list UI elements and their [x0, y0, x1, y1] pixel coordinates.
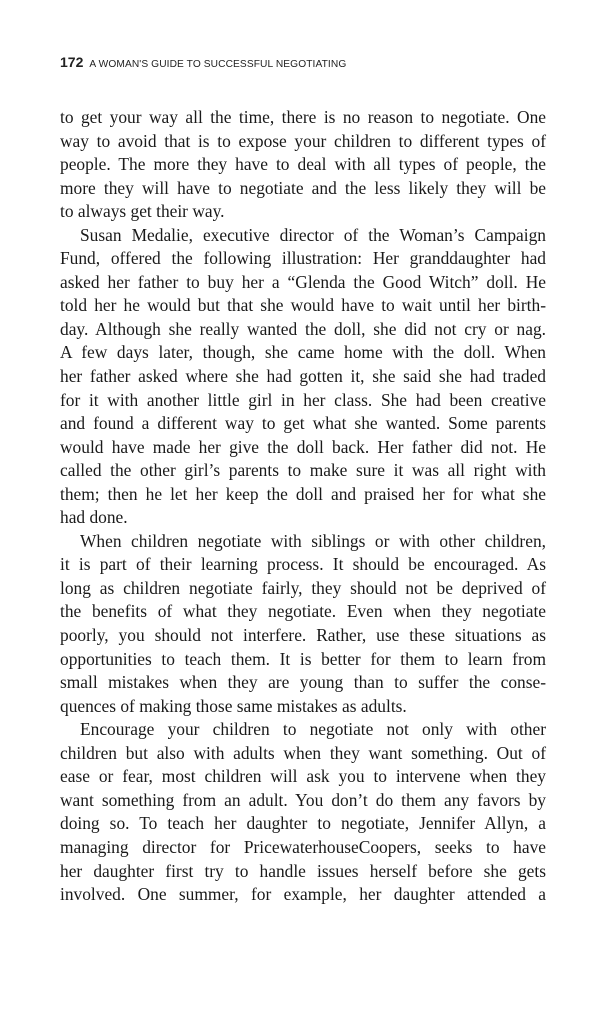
- text-line: Encourage your children to negotiate not only with other: [80, 719, 546, 740]
- text-line: ease or fear, most children will ask you to intervene when they: [60, 766, 546, 787]
- text-line: managing director for PricewaterhouseCoopers, seeks to have: [60, 836, 546, 857]
- text-line: the benefits of what they negotiate. Even when they negotiate: [60, 601, 546, 622]
- text-line: it is part of their learning process. It should be encouraged. As: [60, 554, 546, 575]
- text-line: people. The more they have to deal with all types of people, the: [60, 154, 546, 175]
- text-line: want something from an adult. You don’t do them any favors by: [60, 789, 546, 810]
- text-line: Fund, offered the following illustration: Her granddaughter had: [60, 248, 546, 269]
- text-line: poorly, you should not interfere. Rather, use these situations as: [60, 625, 546, 646]
- running-head: [60, 54, 346, 73]
- paragraph: [60, 106, 546, 224]
- text-line: asked her father to buy her a “Glenda the Good Witch” doll. He: [60, 271, 546, 292]
- text-line: more they will have to negotiate and the less likely they will be: [60, 177, 546, 198]
- text-line: called the other girl’s parents to make sure it was all right with: [60, 460, 546, 481]
- text-line: small mistakes when they are young than to suffer the conse-: [60, 672, 546, 693]
- text-line: children but also with adults when they want something. Out of: [60, 742, 546, 763]
- book-title: A WOMAN'S GUIDE TO SUCCESSFUL NEGOTIATING: [89, 59, 347, 70]
- text-line: to get your way all the time, there is no reason to negotiate. One: [60, 107, 546, 127]
- text-line: opportunities to teach them. It is better for them to learn from: [60, 648, 546, 669]
- text-line: doing so. To teach her daughter to negotiate, Jennifer Allyn, a: [60, 813, 546, 834]
- text-line: involved. One summer, for example, her daughter attended a: [60, 884, 546, 905]
- text-line: way to avoid that is to expose your children to different types of: [60, 130, 546, 151]
- text-line: Susan Medalie, executive director of the Woman’s Campaign: [80, 224, 546, 245]
- text-line: had done.: [60, 507, 128, 528]
- text-line: When children negotiate with siblings or with other children,: [80, 530, 546, 551]
- text-line: for it with another little girl in her class. She had been creative: [60, 389, 546, 410]
- text-line: her daughter first try to handle issues herself before she gets: [60, 860, 546, 881]
- text-line: quences of making those same mistakes as adults.: [60, 695, 407, 716]
- text-line: day. Although she really wanted the doll, she did not cry or nag.: [60, 318, 546, 339]
- text-line: them; then he let her keep the doll and praised her for what she: [60, 483, 546, 504]
- text-line: and found a different way to get what she wanted. Some parents: [60, 413, 546, 434]
- page-number: 172: [60, 54, 84, 70]
- body-text: [60, 106, 546, 907]
- text-line: long as children negotiate fairly, they should not be deprived of: [60, 577, 546, 598]
- paragraph: [60, 718, 546, 906]
- text-line: to always get their way.: [60, 201, 225, 222]
- paragraph: [60, 530, 546, 718]
- text-line: told her he would but that she would have to wait until her birth-: [60, 295, 546, 316]
- text-line: A few days later, though, she came home with the doll. When: [60, 342, 546, 363]
- text-line: her father asked where she had gotten it, she said she had traded: [60, 366, 546, 387]
- paragraph: [60, 224, 546, 530]
- text-line: would have made her give the doll back. Her father did not. He: [60, 436, 546, 457]
